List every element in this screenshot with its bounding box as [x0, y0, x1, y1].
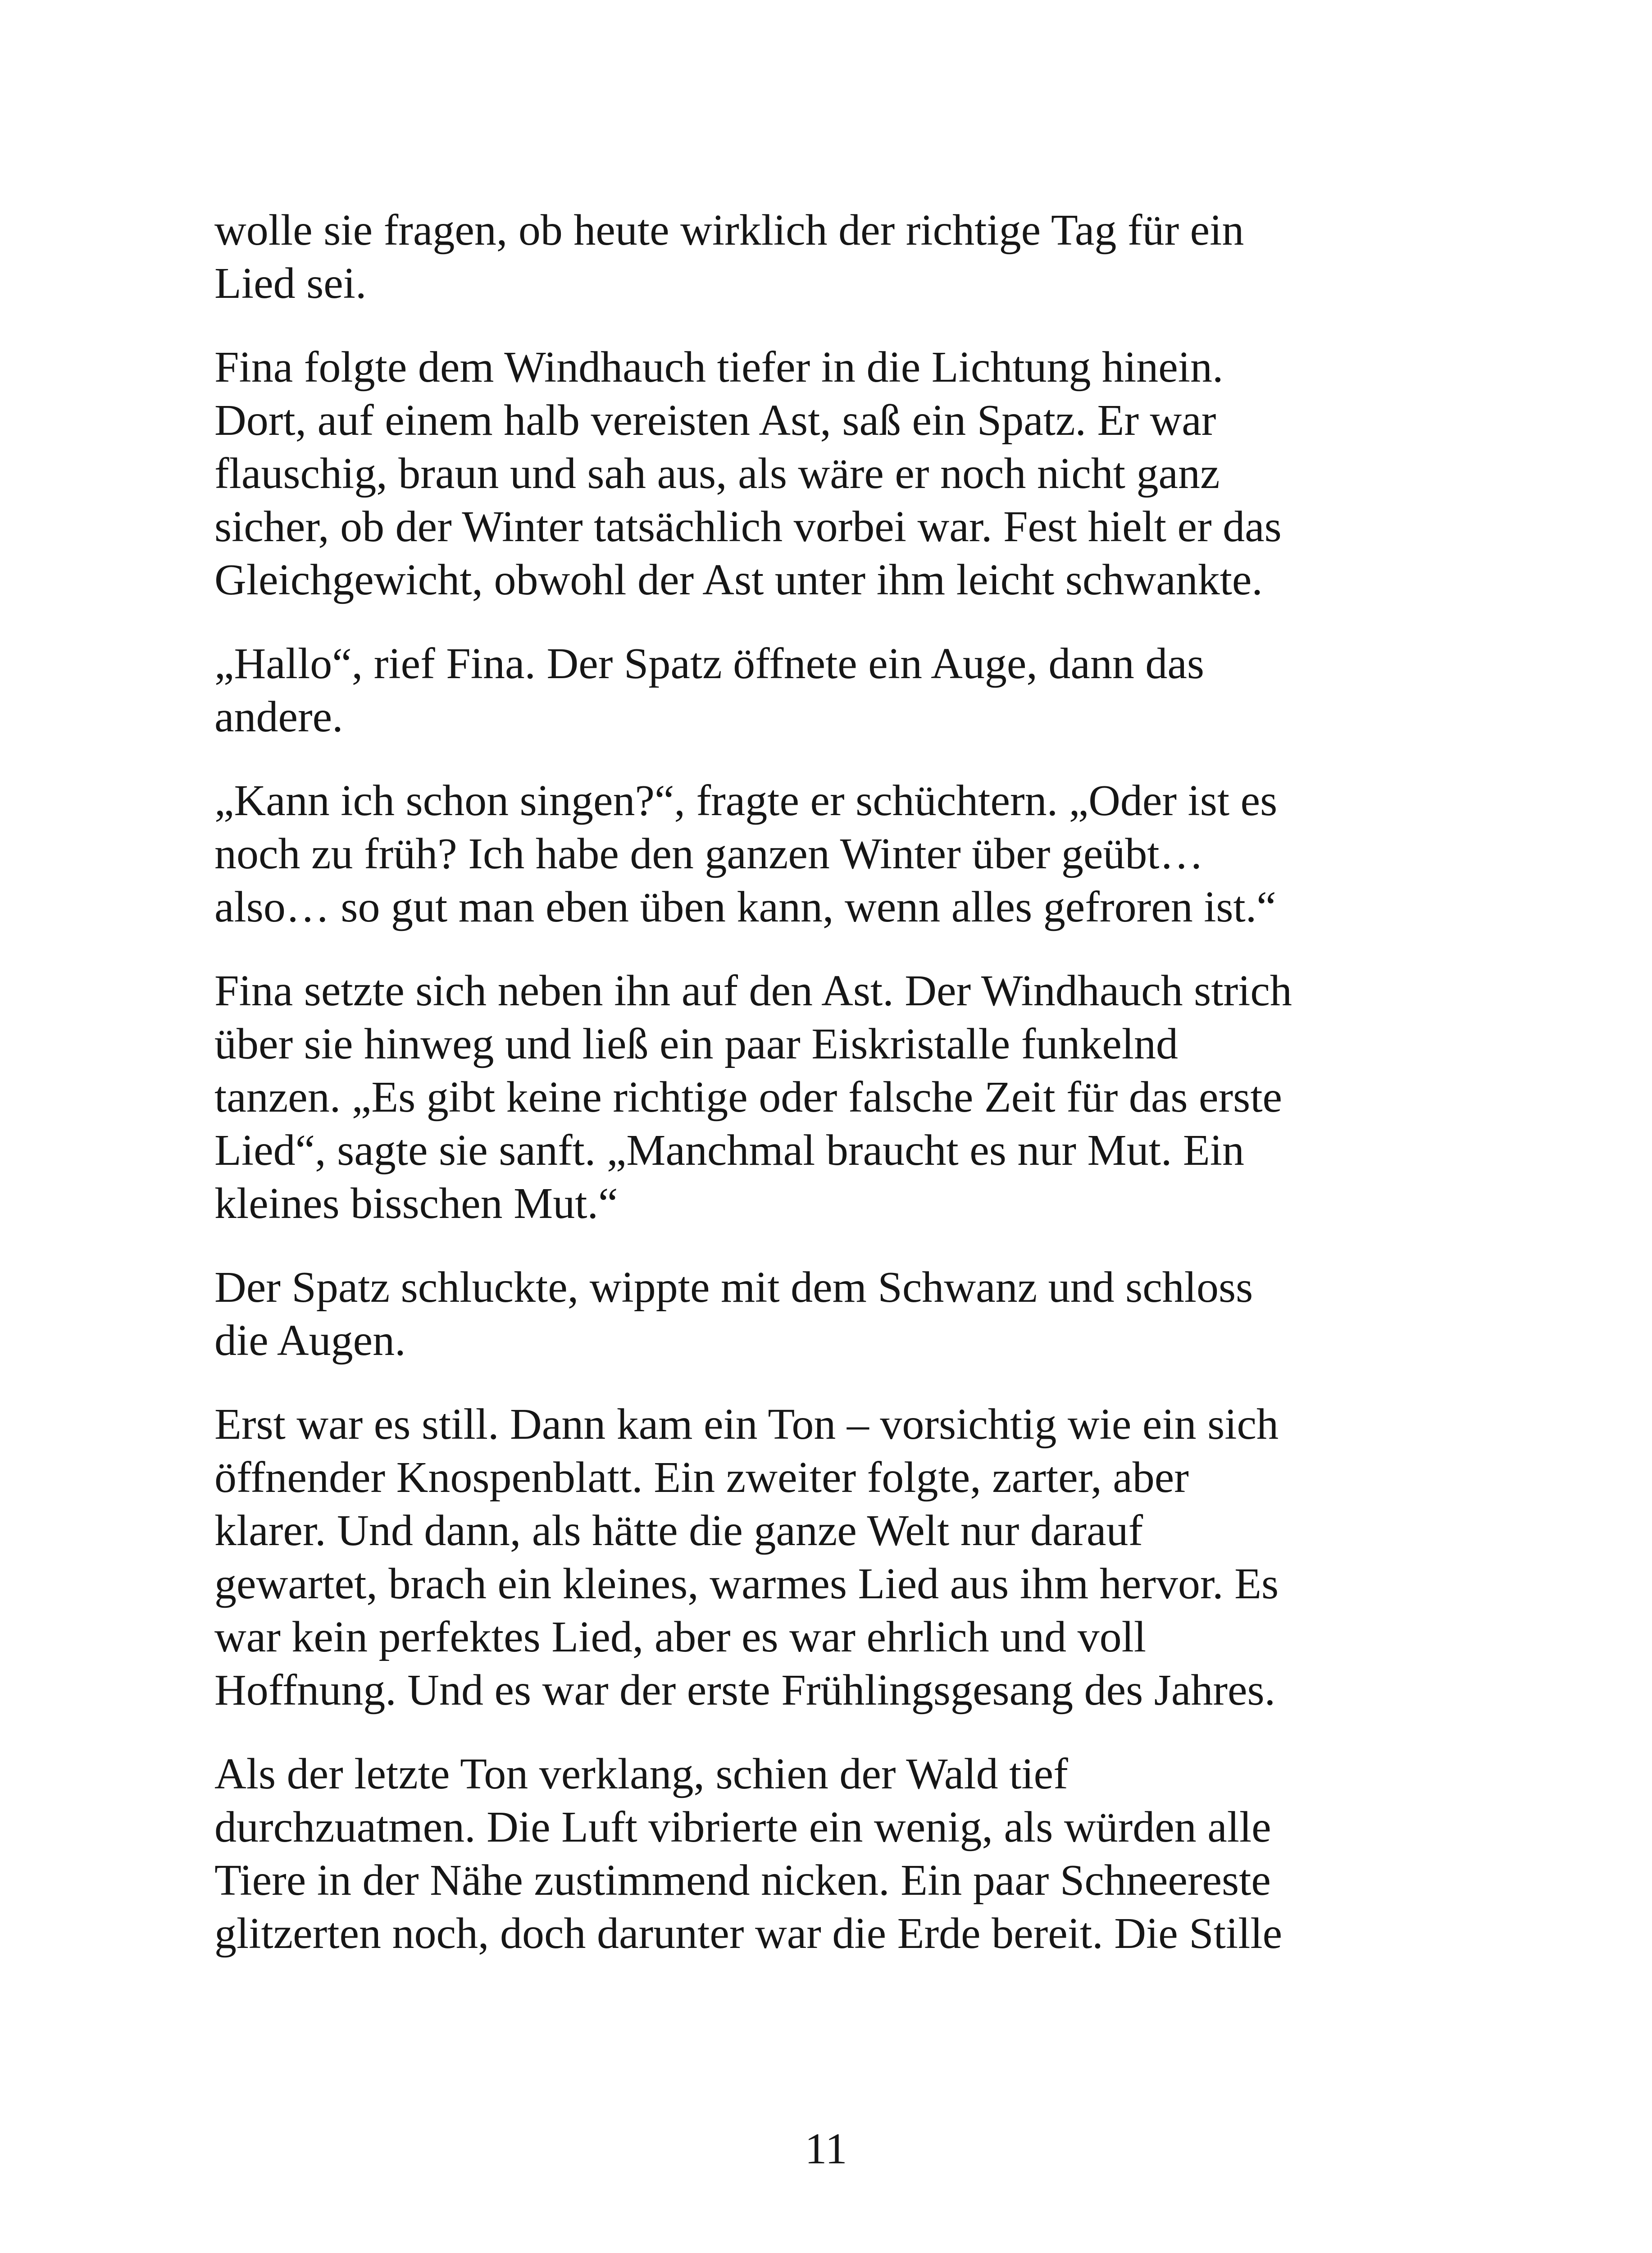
- text-line: über sie hinweg und ließ ein paar Eiskristalle funkelnd: [214, 1020, 1179, 1068]
- text-line: Gleichgewicht, obwohl der Ast unter ihm leicht schwankte.: [214, 556, 1263, 604]
- text-line: „Hallo“, rief Fina. Der Spatz öffnete ein Auge, dann das: [214, 639, 1205, 688]
- text-line: glitzerten noch, doch darunter war die Erde bereit. Die Stille: [214, 1909, 1283, 1958]
- text-line: klarer. Und dann, als hätte die ganze Welt nur darauf: [214, 1506, 1143, 1555]
- paragraph: [214, 341, 1458, 607]
- text-line: Als der letzte Ton verklang, schien der Wald tief: [214, 1750, 1068, 1798]
- text-line: Tiere in der Nähe zustimmend nicken. Ein paar Schneereste: [214, 1856, 1271, 1905]
- paragraph: [214, 1747, 1458, 1960]
- paragraph: [214, 964, 1458, 1230]
- text-line: Hoffnung. Und es war der erste Frühlingsgesang des Jahres.: [214, 1666, 1276, 1715]
- text-line: öffnender Knospenblatt. Ein zweiter folgte, zarter, aber: [214, 1453, 1189, 1502]
- text-line: andere.: [214, 693, 343, 741]
- text-line: noch zu früh? Ich habe den ganzen Winter über geübt…: [214, 830, 1204, 878]
- text-line: „Kann ich schon singen?“, fragte er schüchtern. „Oder ist es: [214, 776, 1278, 825]
- text-line: tanzen. „Es gibt keine richtige oder falsche Zeit für das erste: [214, 1073, 1283, 1122]
- text-line: also… so gut man eben üben kann, wenn alles gefroren ist.“: [214, 883, 1276, 931]
- text-line: flauschig, braun und sah aus, als wäre er noch nicht ganz: [214, 449, 1220, 498]
- text-line: sicher, ob der Winter tatsächlich vorbei war. Fest hielt er das: [214, 502, 1282, 551]
- paragraph: [214, 204, 1458, 310]
- text-line: war kein perfektes Lied, aber es war ehrlich und voll: [214, 1613, 1147, 1661]
- text-line: die Augen.: [214, 1316, 406, 1365]
- paragraph: [214, 637, 1458, 743]
- text-line: Fina setzte sich neben ihn auf den Ast. Der Windhauch strich: [214, 967, 1292, 1015]
- text-line: wolle sie fragen, ob heute wirklich der richtige Tag für ein: [214, 206, 1244, 255]
- text-line: kleines bisschen Mut.“: [214, 1179, 618, 1228]
- text-line: Erst war es still. Dann kam ein Ton – vorsichtig wie ein sich: [214, 1400, 1279, 1449]
- paragraph: [214, 1261, 1458, 1367]
- paragraph: [214, 774, 1458, 934]
- body-text: [214, 204, 1458, 1991]
- text-line: durchzuatmen. Die Luft vibrierte ein wenig, als würden alle: [214, 1803, 1271, 1852]
- paragraph: [214, 1398, 1458, 1717]
- text-line: Dort, auf einem halb vereisten Ast, saß ein Spatz. Er war: [214, 396, 1216, 445]
- text-line: Lied“, sagte sie sanft. „Manchmal braucht es nur Mut. Ein: [214, 1126, 1244, 1175]
- text-line: gewartet, brach ein kleines, warmes Lied aus ihm hervor. Es: [214, 1560, 1279, 1608]
- text-line: Der Spatz schluckte, wippte mit dem Schwanz und schloss: [214, 1263, 1253, 1312]
- text-line: Fina folgte dem Windhauch tiefer in die Lichtung hinein.: [214, 343, 1224, 392]
- text-line: Lied sei.: [214, 259, 367, 308]
- page-number: 11: [805, 2125, 847, 2173]
